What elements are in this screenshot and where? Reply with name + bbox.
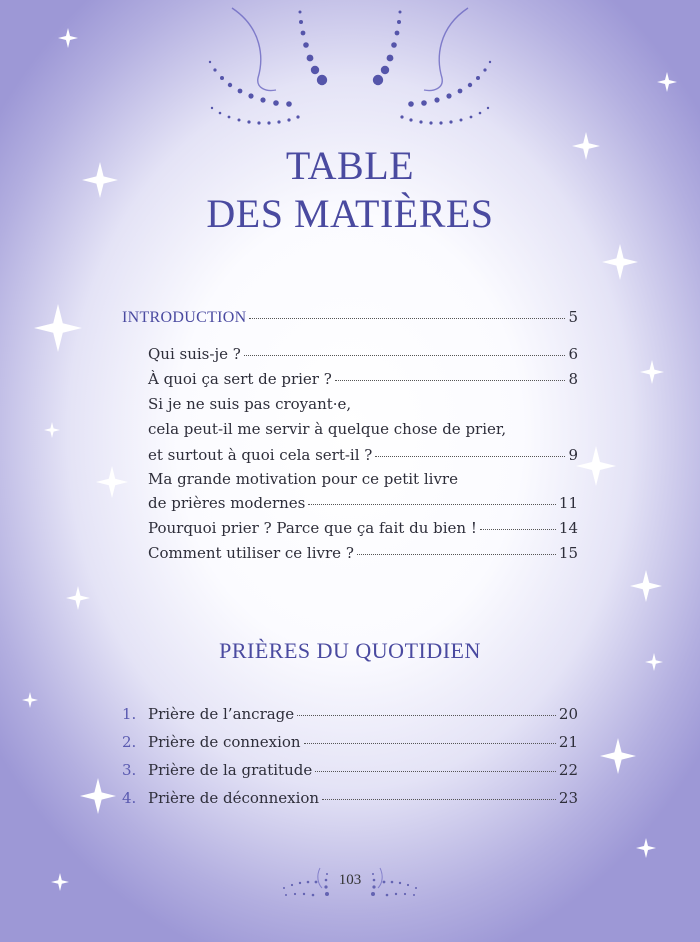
toc-entry-label: Qui suis-je ?: [148, 345, 241, 363]
toc-entry-label: Comment utiliser ce livre ?: [148, 544, 354, 562]
toc-entry-label: Ma grande motivation pour ce petit livre: [148, 470, 458, 488]
toc-page-number: 11: [558, 494, 578, 512]
toc-page-number: 14: [558, 519, 578, 537]
toc-entry-label: de prières modernes: [148, 494, 306, 512]
toc-page-number: 22: [558, 761, 578, 779]
section-heading: PRIÈRES DU QUOTIDIEN: [219, 638, 481, 663]
toc-entry-label: Si je ne suis pas croyant·e,: [148, 395, 352, 413]
toc-entry-number: 1.: [122, 705, 137, 723]
toc-entry-number: 3.: [122, 761, 137, 779]
toc-entry-label: Prière de l’ancrage: [148, 705, 295, 723]
page-number: 103: [338, 872, 362, 888]
toc-page-number: 9: [568, 446, 578, 464]
toc-page-number: 5: [568, 308, 578, 326]
toc-heading-label: INTRODUCTION: [122, 309, 247, 326]
toc-entry-label: À quoi ça sert de prier ?: [148, 370, 332, 388]
toc-entry-label: cela peut-il me servir à quelque chose de prier,: [148, 420, 507, 438]
page-title-line1: TABLE: [285, 143, 415, 188]
toc-entry-label: Prière de la gratitude: [148, 761, 313, 779]
toc-page-number: 6: [568, 345, 578, 363]
toc-entry-number: 2.: [122, 733, 137, 751]
page-title-line2: DES MATIÈRES: [206, 191, 494, 236]
toc-page-number: 23: [558, 789, 578, 807]
toc-entry-label: Pourquoi prier ? Parce que ça fait du bien !: [148, 519, 477, 537]
toc-entry-label: et surtout à quoi cela sert-il ?: [148, 446, 373, 464]
toc-page-number: 15: [558, 544, 578, 562]
toc-page-number: 21: [558, 733, 578, 751]
toc-page-number: 20: [558, 705, 578, 723]
toc-page-number: 8: [568, 370, 578, 388]
toc-entry-number: 4.: [122, 789, 137, 807]
toc-entry-label: Prière de connexion: [148, 733, 301, 751]
toc-entry-label: Prière de déconnexion: [148, 789, 320, 807]
